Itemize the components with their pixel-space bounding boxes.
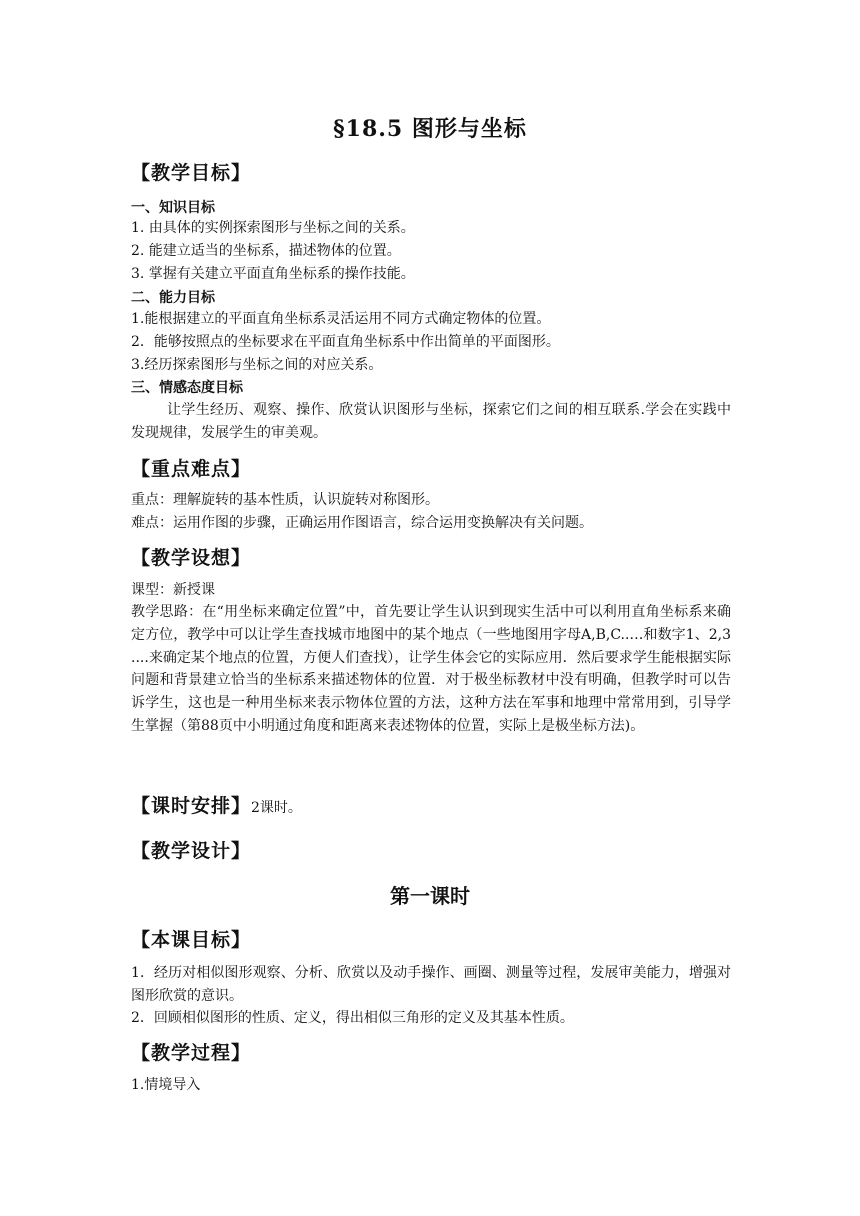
heading-key-points: 【重点难点】 [131,458,252,480]
page-title: §18.5 图形与坐标 [333,116,527,142]
knowledge-item-2: 2. 能建立适当的坐标系，描述物体的位置。 [131,243,401,259]
heading-process: 【教学过程】 [131,1042,252,1064]
ability-item-1: 1.能根据建立的平面直角坐标系灵活运用不同方式确定物体的位置。 [131,311,551,327]
emotion-text: 让学生经历、观察、操作、欣赏认识图形与坐标，探索它们之间的相互联系.学会在实践中发现规律，发展学生的审美观。 [131,402,731,441]
heading-teaching-design: 【教学设计】 [131,840,252,862]
heading-teaching-objectives: 【教学目标】 [131,162,252,184]
heading-lesson-objectives: 【本课目标】 [131,929,252,951]
lesson-type: 课型：新授课 [131,582,215,598]
subheading-knowledge: 一、知识目标 [131,200,215,216]
key-difficulty: 难点：运用作图的步骤，正确运用作图语言，综合运用变换解决有关问题。 [131,515,593,531]
knowledge-item-1: 1. 由具体的实例探索图形与坐标之间的关系。 [131,220,415,236]
ability-item-2: 2．能够按照点的坐标要求在平面直角坐标系中作出简单的平面图形。 [131,334,560,350]
subheading-ability: 二、能力目标 [131,290,215,306]
heading-schedule [131,791,302,818]
subheading-emotion: 三、情感态度目标 [131,380,243,396]
knowledge-item-3: 3. 掌握有关建立平面直角坐标系的操作技能。 [131,266,415,282]
process-step-1: 1.情境导入 [131,1077,201,1093]
heading-design-idea: 【教学设想】 [131,547,252,569]
ability-item-3: 3.经历探索图形与坐标之间的对应关系。 [131,357,383,373]
schedule-heading: 【课时安排】 [131,795,252,817]
lesson-objective-1: 1．经历对相似图形观察、分析、欣赏以及动手操作、画圈、测量等过程，发展审美能力，增强对图形欣赏的意识。 [131,965,731,1004]
teaching-thinking: 教学思路：在“用坐标来确定位置”中，首先要让学生认识到现实生活中可以利用直角坐标系来确定方位，教学中可以让学生查找城市地图中的某个地点（一些地图用字母A,B,C..…和数字1、2,3 ....来确定某个地点的位置，方便人们查找），让学生体会它的实际应用．然后要求学生能根据实际问题和背景建立恰当的坐标系来描述物体的位置．对于极坐标教材中没有明确，但教学时可以告诉学生，这也是一种用坐标来表示物体位置的方法，这种方法在军事和地理中常常用到，引导学生掌握（第88页中小明通过角度和距离来表述物体的位置，实际上是极坐标方法)。 [131,604,731,734]
lesson-one-title: 第一课时 [390,884,470,908]
key-focus: 重点：理解旋转的基本性质，认识旋转对称图形。 [131,492,439,508]
schedule-text: 2课时。 [251,800,302,816]
lesson-objective-2: 2．回顾相似图形的性质、定义，得出相似三角形的定义及其基本性质。 [131,1010,574,1026]
